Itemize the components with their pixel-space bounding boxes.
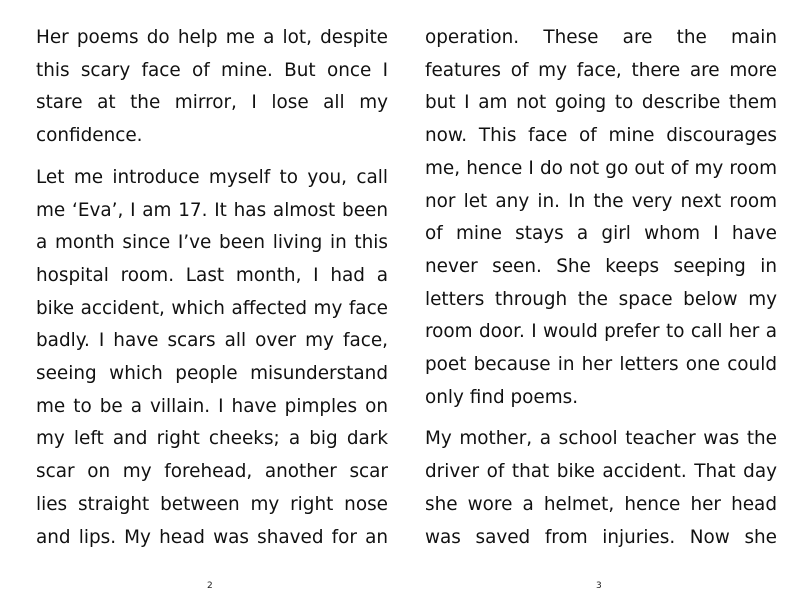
- right-page-text: [425, 22, 777, 554]
- left-paragraph-2: Let me introduce myself to you, call me ‘Eva’, I am 17. It has almost been a month since I’ve been living in this hospital room. Last month, I had a bike accident, which affected my face badly. I have scars all over my face, seeing which people misunderstand me to be a villain. I have pimples on my left and right cheeks; a big dark scar on my forehead, another scar lies straight between my right nose and lips. My head was shaved for an: [36, 166, 388, 548]
- right-paragraph-2: My mother, a school teacher was the driver of that bike accident. That day she wore a helmet, hence her head was saved from injuries. Now she: [425, 428, 777, 548]
- right-page: [400, 0, 800, 600]
- left-page-number: 2: [207, 581, 213, 591]
- right-page-number: 3: [596, 581, 602, 591]
- right-paragraph-1: operation. These are the main features of my face, there are more but I am not going to describe them now. This face of mine discourages me, hence I do not go out of my room nor let any in. In the very next room of mine stays a girl whom I have never seen. She keeps seeping in letters through the space below my room door. I would prefer to call her a poet because in her letters one could only find poems.: [425, 27, 777, 408]
- left-paragraph-1: Her poems do help me a lot, despite this scary face of mine. But once I stare at the mirror, I lose all my confidence.: [36, 27, 388, 147]
- left-page-text: [36, 22, 388, 554]
